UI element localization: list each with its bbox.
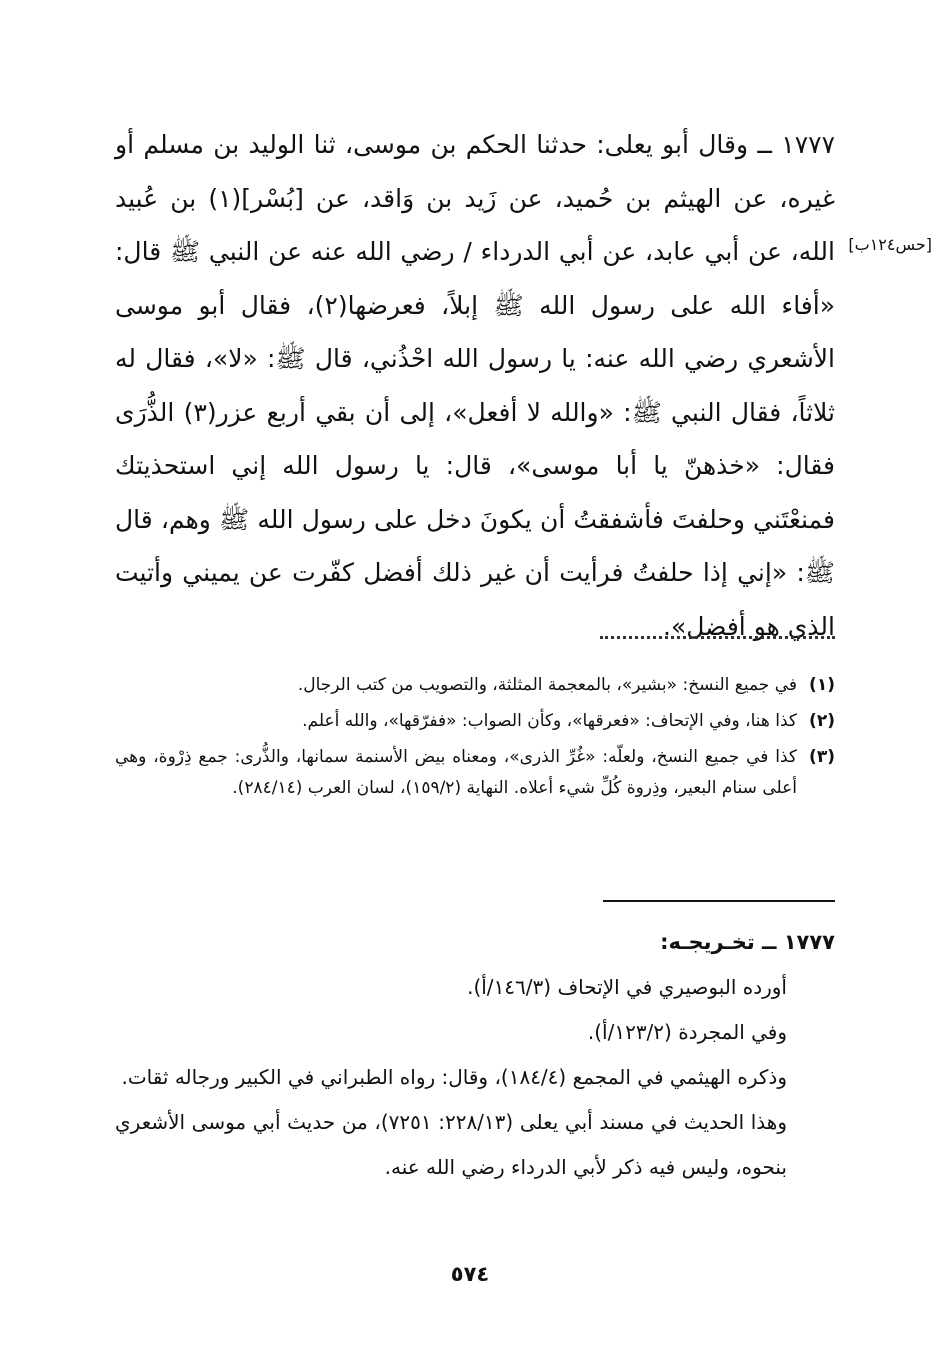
footnote-number: (١) bbox=[809, 675, 835, 695]
takhrij-line: أورده البوصيري في الإتحاف (١٤٦/٣/أ). bbox=[467, 975, 787, 999]
footnotes bbox=[115, 670, 835, 809]
footnote bbox=[115, 670, 835, 701]
footnote-text: في جميع النسخ: «بشير»، بالمعجمة المثلثة، والتصويب من كتب الرجال. bbox=[297, 675, 797, 695]
footnote bbox=[115, 742, 835, 804]
takhrij-section bbox=[115, 920, 835, 1190]
takhrij-line: وهذا الحديث في مسند أبي يعلى (٢٢٨/١٣: ٧٢٥١)، من حديث أبي موسى الأشعري بنحوه، وليس فيه ذكر لأبي الدرداء رضي الله عنه. bbox=[115, 1110, 787, 1179]
takhrij-heading: ١٧٧٧ ــ تخـريجـه: bbox=[660, 930, 835, 954]
section-divider bbox=[603, 900, 835, 902]
footnote-separator bbox=[600, 636, 835, 639]
page-number: ٥٧٤ bbox=[450, 1262, 490, 1286]
footnote bbox=[115, 706, 835, 737]
margin-reference: [حس١٢٤ب] bbox=[848, 235, 932, 254]
hadith-text bbox=[115, 118, 835, 653]
footnote-text: كذا هنا، وفي الإتحاف: «فعرقها»، وكأن الصواب: «ففرّقها»، والله أعلم. bbox=[302, 711, 797, 731]
takhrij-line: وفي المجردة (١٢٣/٢/أ). bbox=[587, 1020, 787, 1044]
footnote-number: (٣) bbox=[809, 747, 835, 767]
footnote-number: (٢) bbox=[809, 711, 835, 731]
footnote-text: كذا في جميع النسخ، ولعلّه: «غُرِّ الذرى»، ومعناه بيض الأسنمة سمانها، والذُّرى: جمع ذِرْوة، وهي أعلى سنام البعير، وذِروة كُلِّ شيء أعلاه. النهاية (١٥٩/٢)، لسان العرب (٢٨٤/١٤). bbox=[115, 747, 797, 798]
hadith-paragraph: ١٧٧٧ ــ وقال أبو يعلى: حدثنا الحكم بن موسى، ثنا الوليد بن مسلم أو غيره، عن الهيثم بن حُميد، عن زَيد بن وَاقد، عن [بُسْر](١) بن عُبيد الله، عن أبي عابد، عن أبي الدرداء / رضي الله عنه عن النبي ﷺ قال: «أفاء الله على رسول الله ﷺ إبلاً، فعرضها(٢)، فقال أبو موسى الأشعري رضي الله عنه: يا رسول الله احْذُني، قال ﷺ: «لا»، فقال له ثلاثاً، فقال النبي ﷺ: «والله لا أفعل»، إلى أن بقي أربع عزر(٣) الذُّرَى فقال: «خذهنّ يا أبا موسى»، قال: يا رسول الله إني استحذيتك فمنعْتَني وحلفتَ فأشفقتُ أن يكونَ دخل على رسول الله ﷺ وهم، قال ﷺ: «إني إذا حلفتُ فرأيت أن غير ذلك أفضل كفّرت عن يميني وأتيت الذي هو أفضل». bbox=[115, 130, 836, 641]
takhrij-line: وذكره الهيثمي في المجمع (١٨٤/٤)، وقال: رواه الطبراني في الكبير ورجاله ثقات. bbox=[121, 1065, 787, 1089]
